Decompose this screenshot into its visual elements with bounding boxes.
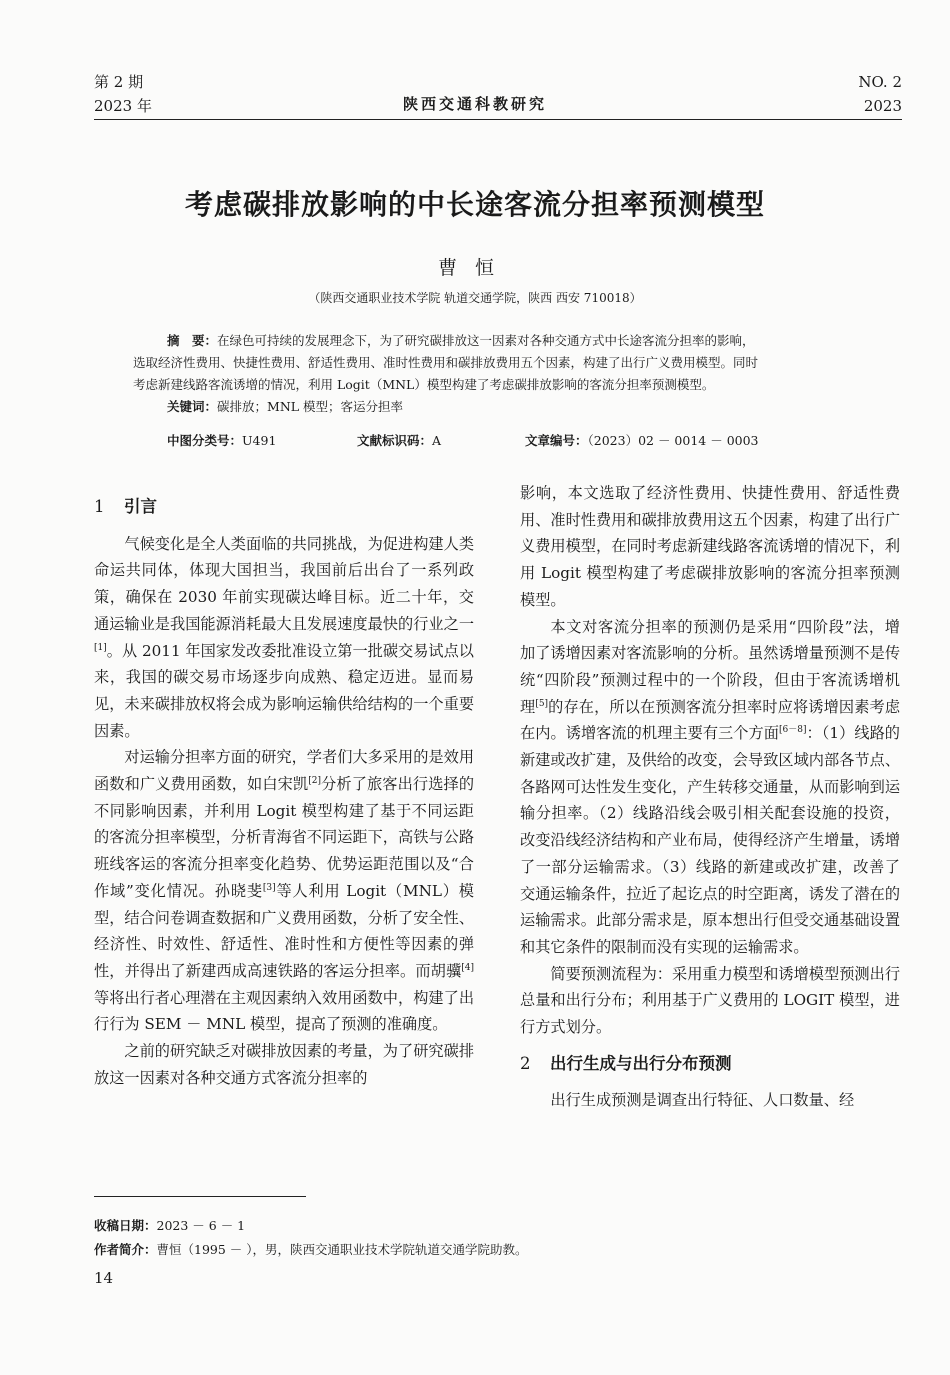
- received-date: 收稿日期：2023 － 6 － 1: [94, 1218, 246, 1233]
- citation: [1]: [94, 642, 107, 653]
- paragraph: 本文对客流分担率的预测仍是采用“四阶段”法，增加了诱增因素对客流影响的分析。虽然诱增量预测不是传统“四阶段”预测过程中的一个阶段，但由于客流诱增机理[5]的存在，所以在预测客流分担率时应将诱增因素考虑在内。诱增客流的机理主要有三个方面[6－8]：（1）线路的新建或改扩建，及供给的改变，会导致区域内部各节点、各路网可达性发生变化，产生转移交通量，从而影响到运输分担率。（2）线路沿线会吸引相关配套设施的投资，改变沿线经济结构和产业布局，使得经济产生增量，诱增了一部分运输需求。（3）线路的新建或改扩建，改善了交通运输条件，拉近了起讫点的时空距离，诱发了潜在的运输需求。此部分需求是，原本想出行但受交通基础设置和其它条件的限制而没有实现的运输需求。: [520, 617, 901, 956]
- page-number: 14: [94, 1269, 114, 1287]
- abstract-block: [133, 330, 873, 418]
- abstract-line-1: 摘 要：在绿色可持续的发展理念下，为了研究碳排放这一因素对各种交通方式中长途客流分担率的影响，: [167, 333, 755, 348]
- running-header-right: [858, 70, 902, 118]
- paragraph: 简要预测流程为：采用重力模型和诱增模型预测出行总量和出行分布；利用基于广义费用的 LOGIT 模型，进行方式划分。: [520, 964, 900, 1037]
- affiliation: （陕西交通职业技术学院 轨道交通学院，陕西 西安 710018）: [308, 291, 642, 305]
- author-name: 曹恒: [437, 257, 512, 279]
- section-2-heading: 2 出行生成与出行分布预测: [520, 1053, 732, 1073]
- issue-number: NO. 2: [858, 73, 902, 91]
- citation: [3]: [262, 882, 276, 893]
- year-label-left: 2023 年: [94, 97, 152, 115]
- section-1-heading: 1 引言: [94, 497, 157, 516]
- paragraph: 影响，本文选取了经济性费用、快捷性费用、舒适性费用、准时性费用和碳排放费用这五个因素，构建了出行广义费用模型，在同时考虑新建线路客流诱增的情况下，利用 Logit 模型构建了考虑碳排放影响的客流分担率预测模型。: [520, 484, 900, 609]
- author-bio: 作者简介：曹恒（1995 － ），男，陕西交通职业技术学院轨道交通学院助教。: [94, 1242, 528, 1257]
- left-column: [94, 494, 474, 1091]
- footnote-rule: [94, 1196, 306, 1197]
- journal-name: 陕西交通科教研究: [402, 95, 547, 113]
- document-code: 文献标识码：A: [357, 433, 442, 448]
- paragraph: 气候变化是全人类面临的共同挑战，为促进构建人类命运共同体，体现大国担当，我国前后出台了一系列政策，确保在 2030 年前实现碳达峰目标。近二十年，交通运输业是我国能源消耗最大且发展速度最快的行业之一[1]。从 2011 年国家发改委批准设立第一批碳交易试点以来，我国的碳交易市场逐步向成熟、稳定迈进。显而易见，未来碳排放权将会成为影响运输供给结构的一个重要因素。: [94, 534, 474, 740]
- citation: [2]: [308, 775, 321, 786]
- clc-number: 中图分类号：U491: [167, 433, 277, 448]
- keywords-line: [133, 396, 873, 418]
- abstract-line-3: 考虑新建线路客流诱增的情况，利用 Logit（MNL）模型构建了考虑碳排放影响的客流分担率预测模型。: [133, 377, 715, 392]
- abstract-label: 摘 要：: [167, 333, 218, 348]
- year-label-right: 2023: [863, 97, 902, 115]
- citation: [4]: [461, 962, 474, 973]
- keywords: 碳排放；MNL 模型；客运分担率: [217, 399, 404, 414]
- citation: [6－8]: [778, 725, 807, 736]
- header-rule: [94, 119, 902, 120]
- paragraph: 之前的研究缺乏对碳排放因素的考量，为了研究碳排放这一因素对各种交通方式客流分担率的: [94, 1042, 474, 1087]
- paper-title: 考虑碳排放影响的中长途客流分担率预测模型: [184, 188, 765, 221]
- citation: [5]: [535, 698, 549, 709]
- article-number: 文章编号：（2023）02 － 0014 － 0003: [525, 433, 759, 448]
- paragraph: 对运输分担率方面的研究，学者们大多采用的是效用函数和广义费用函数，如白宋凯[2]分析了旅客出行选择的不同影响因素，并利用 Logit 模型构建了基于不同运距的客流分担率模型，分析青海省不同运距下，高铁与公路班线客运的客流分担率变化趋势、优势运距范围以及“合作域”变化情况。孙晓斐[3]等人利用 Logit（MNL）模型，结合问卷调查数据和广义费用函数，分析了安全性、经济性、时效性、舒适性、准时性和方便性等因素的弹性，并得出了新建西成高速铁路的客运分担率。而胡骥[4]等将出行者心理潜在主观因素纳入效用函数中，构建了出行行为 SEM － MNL 模型，提高了预测的准确度。: [94, 748, 475, 1034]
- issue-label: 第 2 期: [94, 73, 144, 91]
- keywords-label: 关键词：: [167, 399, 218, 414]
- right-column: [520, 480, 900, 1114]
- paragraph: 出行生成预测是调查出行特征、人口数量、经: [550, 1091, 855, 1110]
- abstract-line-2: 选取经济性费用、快捷性费用、舒适性费用、准时性费用和碳排放费用五个因素，构建了出行广义费用模型。同时: [133, 355, 759, 370]
